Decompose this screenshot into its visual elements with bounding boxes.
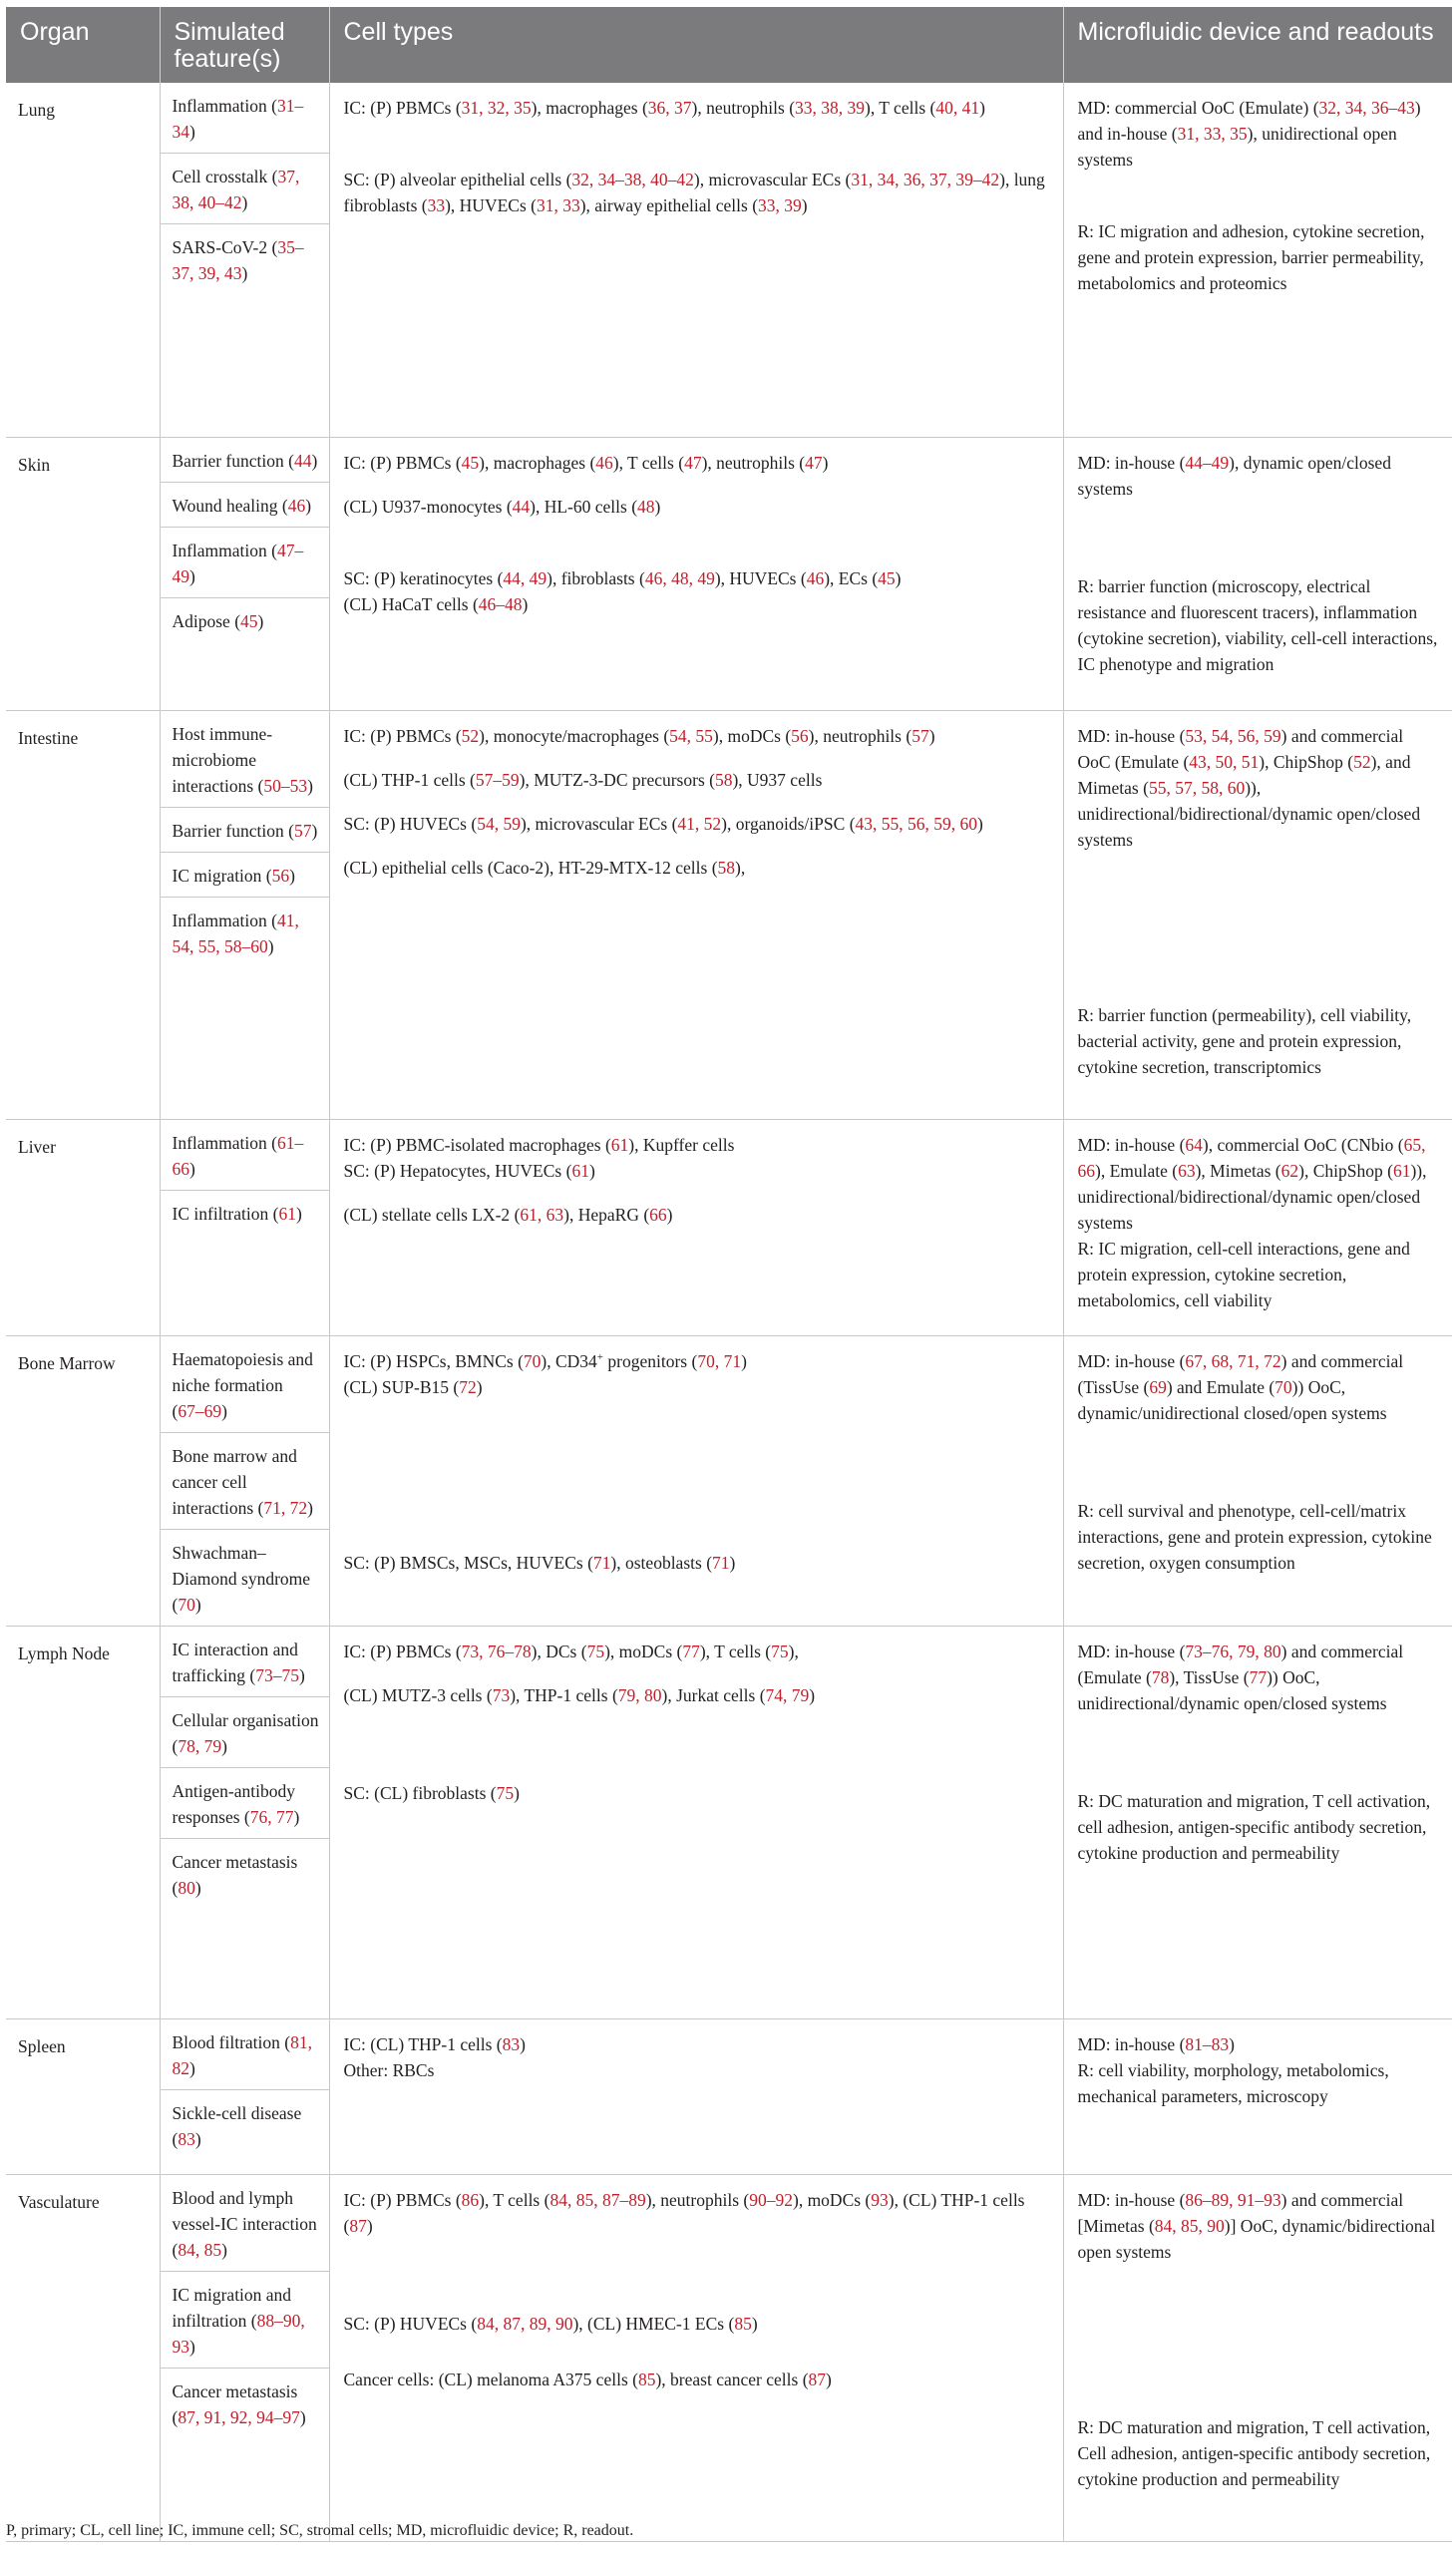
microfluidic-device-line: MD: commercial OoC (Emulate) (32, 34, 36–43) and in-house (31, 33, 35), unidirectional open systems bbox=[1077, 98, 1421, 170]
citation-reference[interactable]: 31, 33 bbox=[536, 195, 580, 215]
citation-reference[interactable]: 54, 55 bbox=[669, 725, 713, 746]
cell-type-line: IC: (P) PBMCs (31, 32, 35), macrophages (36, 37), neutrophils (33, 38, 39), T cells (40, 41) bbox=[343, 98, 985, 118]
citation-reference[interactable]: 85 bbox=[637, 2369, 656, 2389]
citation-reference[interactable]: 79, 80 bbox=[617, 1684, 662, 1705]
citation-reference[interactable]: 90–92 bbox=[749, 2189, 793, 2210]
cell-types-cell bbox=[329, 1119, 1063, 1335]
citation-reference[interactable]: 57 bbox=[911, 725, 929, 746]
feature-item: Antigen-antibody responses (76, 77) bbox=[161, 1768, 329, 1839]
feature-item: Cellular organisation (78, 79) bbox=[161, 1697, 329, 1768]
citation-reference[interactable]: 55, 57, 58, 60 bbox=[1148, 777, 1246, 798]
citation-reference[interactable]: 70 bbox=[178, 1594, 195, 1615]
cell-types-cell bbox=[329, 437, 1063, 710]
citation-reference[interactable]: 56 bbox=[271, 865, 290, 886]
device-readouts-cell bbox=[1063, 2174, 1452, 2541]
cell-type-line: Cancer cells: (CL) melanoma A375 cells (85), breast cancer cells (87) bbox=[343, 2369, 832, 2389]
citation-reference[interactable]: 61 bbox=[278, 1203, 296, 1224]
citation-reference[interactable]: 77 bbox=[1249, 1666, 1268, 1687]
readout-line: R: barrier function (permeability), cell viability, bacterial activity, gene and protein expression, cytokine secretion, transcriptomics bbox=[1077, 1004, 1412, 1077]
citation-reference[interactable]: 40, 41 bbox=[935, 98, 980, 118]
cell-type-line: SC: (CL) fibroblasts (75) bbox=[343, 1782, 520, 1803]
device-readouts-cell bbox=[1063, 437, 1452, 710]
feature-item: IC migration and infiltration (88–90, 93) bbox=[161, 2272, 329, 2369]
table-header bbox=[6, 7, 1452, 83]
feature-item: Host immune-microbiome interactions (50–53) bbox=[161, 711, 329, 808]
readout-line: R: IC migration, cell-cell interactions, gene and protein expression, cytokine secretion, metabolomics, cell viability bbox=[1077, 1238, 1410, 1310]
device-readouts-cell bbox=[1063, 1626, 1452, 2018]
table-body bbox=[6, 83, 1452, 2541]
cell-types-cell bbox=[329, 1626, 1063, 2018]
organ-cell: Vasculature bbox=[6, 2174, 160, 2541]
cell-type-line: (CL) SUP-B15 (72) bbox=[343, 1376, 483, 1397]
citation-reference[interactable]: 78, 79 bbox=[178, 1735, 222, 1756]
feature-item: IC interaction and trafficking (73–75) bbox=[161, 1627, 329, 1697]
table-row-bone-marrow bbox=[6, 1335, 1452, 1626]
organ-cell: Lymph Node bbox=[6, 1626, 160, 2018]
feature-item: Wound healing (46) bbox=[161, 483, 329, 528]
table-row-lymph-node bbox=[6, 1626, 1452, 2018]
cell-type-line: (CL) HaCaT cells (46–48) bbox=[343, 593, 529, 614]
header-microfluidic-device: Microfluidic device and readouts bbox=[1063, 7, 1452, 83]
device-readouts-cell bbox=[1063, 1335, 1452, 1626]
feature-item: IC migration (56) bbox=[161, 853, 329, 898]
citation-reference[interactable]: 76, 77 bbox=[249, 1806, 294, 1827]
citation-reference[interactable]: 43, 50, 51 bbox=[1189, 751, 1260, 772]
feature-item: Barrier function (44) bbox=[161, 438, 329, 483]
cell-type-line: (CL) U937-monocytes (44), HL-60 cells (48) bbox=[343, 496, 661, 517]
header-simulated-features: Simulated feature(s) bbox=[160, 7, 329, 83]
citation-reference[interactable]: 83 bbox=[502, 2033, 521, 2054]
citation-reference[interactable]: 57–59 bbox=[475, 769, 520, 790]
microfluidic-device-line: MD: in-house (81–83) bbox=[1077, 2033, 1235, 2054]
citation-reference[interactable]: 73–76, 79, 80 bbox=[1185, 1641, 1281, 1661]
feature-item: Sickle-cell disease (83) bbox=[172, 2102, 302, 2149]
citation-reference[interactable]: 47 bbox=[805, 452, 823, 473]
feature-item: Cell crosstalk (37, 38, 40–42) bbox=[161, 154, 329, 224]
table-row-vasculature bbox=[6, 2174, 1452, 2541]
citation-reference[interactable]: 33 bbox=[427, 195, 446, 215]
feature-item: Inflammation (61–66) bbox=[161, 1120, 329, 1191]
citation-reference[interactable]: 32, 34, 36–43 bbox=[1318, 98, 1415, 118]
readout-line: R: cell survival and phenotype, cell-cell/matrix interactions, gene and protein expression, cytokine secretion, oxygen consumption bbox=[1077, 1500, 1432, 1573]
citation-reference[interactable]: 58 bbox=[714, 769, 733, 790]
cell-type-line: SC: (P) alveolar epithelial cells (32, 34–38, 40–42), microvascular ECs (31, 34, 36, 37, 39–42), lung fibroblasts (33), HUVECs (31, 33), airway epithelial cells (33, 39) bbox=[343, 170, 1045, 215]
citation-reference[interactable]: 58 bbox=[717, 857, 736, 878]
cell-type-line: SC: (P) HUVECs (84, 87, 89, 90), (CL) HMEC-1 ECs (85) bbox=[343, 2313, 758, 2334]
cell-type-line: SC: (P) HUVECs (54, 59), microvascular ECs (41, 52), organoids/iPSC (43, 55, 56, 59, 60) bbox=[343, 813, 983, 834]
citation-reference[interactable]: 46 bbox=[287, 495, 306, 516]
citation-reference[interactable]: 73–75 bbox=[255, 1664, 299, 1685]
citation-reference[interactable]: 31–34 bbox=[172, 96, 304, 142]
device-readouts-cell bbox=[1063, 83, 1452, 437]
citation-reference[interactable]: 41, 52 bbox=[677, 813, 722, 834]
citation-reference[interactable]: 53, 54, 56, 59 bbox=[1185, 725, 1281, 746]
citation-reference[interactable]: 80 bbox=[178, 1877, 195, 1898]
simulated-features-cell bbox=[160, 83, 329, 437]
citation-reference[interactable]: 46, 48, 49 bbox=[644, 567, 715, 588]
citation-reference[interactable]: 69 bbox=[1149, 1376, 1167, 1397]
citation-reference[interactable]: 73, 76–78 bbox=[461, 1641, 532, 1661]
citation-reference[interactable]: 87 bbox=[808, 2369, 827, 2389]
cell-types-cell bbox=[329, 2018, 1063, 2174]
cell-types-cell bbox=[329, 2174, 1063, 2541]
microfluidic-device-line: MD: in-house (86–89, 91–93) and commercial [Mimetas (84, 85, 90)] OoC, dynamic/bidirectional open systems bbox=[1077, 2189, 1436, 2262]
microfluidic-device-line: MD: in-house (44–49), dynamic open/closed systems bbox=[1077, 452, 1391, 499]
citation-reference[interactable]: 47 bbox=[684, 452, 702, 473]
citation-reference[interactable]: 72 bbox=[459, 1376, 477, 1397]
citation-reference[interactable]: 45 bbox=[461, 452, 480, 473]
cell-type-line: IC: (P) PBMCs (45), macrophages (46), T cells (47), neutrophils (47) bbox=[343, 452, 829, 473]
feature-item: Shwachman–Diamond syndrome (70) bbox=[172, 1542, 311, 1615]
simulated-features-cell bbox=[160, 1119, 329, 1335]
cell-type-line: (CL) MUTZ-3 cells (73), THP-1 cells (79, 80), Jurkat cells (74, 79) bbox=[343, 1684, 816, 1705]
citation-reference[interactable]: 83 bbox=[178, 2128, 195, 2149]
cell-type-line: IC: (P) PBMCs (86), T cells (84, 85, 87–89), neutrophils (90–92), moDCs (93), (CL) THP-1 cells (87) bbox=[343, 2189, 1025, 2236]
citation-reference[interactable]: 93 bbox=[871, 2189, 889, 2210]
organ-cell: Intestine bbox=[6, 710, 160, 1119]
cell-type-line: IC: (P) HSPCs, BMNCs (70), CD34+ progenitors (70, 71) bbox=[343, 1350, 747, 1371]
citation-reference[interactable]: 33, 38, 39 bbox=[795, 98, 866, 118]
simulated-features-cell bbox=[160, 1626, 329, 2018]
citation-reference[interactable]: 84, 85, 90 bbox=[1154, 2215, 1225, 2236]
citation-reference[interactable]: 75 bbox=[771, 1641, 789, 1661]
cell-type-line: (CL) stellate cells LX-2 (61, 63), HepaRG (66) bbox=[343, 1204, 673, 1225]
citation-reference[interactable]: 77 bbox=[682, 1641, 700, 1661]
citation-reference[interactable]: 31, 34, 36, 37, 39–42 bbox=[851, 170, 1000, 189]
citation-reference[interactable]: 67, 68, 71, 72 bbox=[1185, 1350, 1281, 1371]
cell-type-line: Other: RBCs bbox=[343, 2059, 435, 2080]
organ-cell: Lung bbox=[6, 83, 160, 437]
citation-reference[interactable]: 75 bbox=[586, 1641, 605, 1661]
citation-reference[interactable]: 50–53 bbox=[263, 775, 308, 796]
cell-type-line: IC: (P) PBMCs (52), monocyte/macrophages (54, 55), moDCs (56), neutrophils (57) bbox=[343, 725, 935, 746]
table-footnote: P, primary; CL, cell line; IC, immune cell; SC, stromal cells; MD, microfluidic device; R, readout. bbox=[6, 2522, 634, 2539]
feature-item: Inflammation (31–34) bbox=[161, 83, 329, 154]
citation-reference[interactable]: 35–37, 39, 43 bbox=[172, 237, 304, 283]
feature-item: Adipose (45) bbox=[172, 610, 264, 631]
citation-reference[interactable]: 48 bbox=[637, 496, 655, 517]
feature-item: Barrier function (57) bbox=[161, 808, 329, 853]
citation-reference[interactable]: 46 bbox=[806, 567, 825, 588]
feature-item: Bone marrow and cancer cell interactions (71, 72) bbox=[161, 1433, 329, 1530]
organ-cell: Spleen bbox=[6, 2018, 160, 2174]
citation-reference[interactable]: 70, 71 bbox=[697, 1350, 742, 1371]
citation-reference[interactable]: 52 bbox=[1353, 751, 1371, 772]
citation-reference[interactable]: 45 bbox=[240, 610, 258, 631]
feature-item: Cancer metastasis (87, 91, 92, 94–97) bbox=[172, 2380, 306, 2427]
table-row-skin bbox=[6, 437, 1452, 710]
device-readouts-cell bbox=[1063, 1119, 1452, 1335]
citation-reference[interactable]: 74, 79 bbox=[765, 1684, 810, 1705]
citation-reference[interactable]: 45 bbox=[878, 567, 896, 588]
citation-reference[interactable]: 86–89, 91–93 bbox=[1185, 2189, 1281, 2210]
feature-item: Blood filtration (81, 82) bbox=[161, 2019, 329, 2090]
citation-reference[interactable]: 84, 85, 87–89 bbox=[549, 2189, 646, 2210]
simulated-features-cell bbox=[160, 437, 329, 710]
microfluidic-device-line: MD: in-house (73–76, 79, 80) and commercial (Emulate (78), TissUse (77)) OoC, unidirectional/dynamic open/closed systems bbox=[1077, 1641, 1404, 1713]
citation-reference[interactable]: 31, 33, 35 bbox=[1177, 124, 1248, 144]
readout-line: R: DC maturation and migration, T cell activation, cell adhesion, antigen-specific antibody secretion, cytokine production and permeability bbox=[1077, 1790, 1431, 1863]
citation-reference[interactable]: 41, 54, 55, 58–60 bbox=[172, 910, 299, 956]
cell-types-cell bbox=[329, 1335, 1063, 1626]
cell-type-line: SC: (P) keratinocytes (44, 49), fibroblasts (46, 48, 49), HUVECs (46), ECs (45) bbox=[343, 567, 902, 588]
microfluidic-device-line: MD: in-house (53, 54, 56, 59) and commercial OoC (Emulate (43, 50, 51), ChipShop (52), and Mimetas (55, 57, 58, 60)), unidirectional/bidirectional/dynamic open/closed systems bbox=[1077, 725, 1421, 850]
header-organ: Organ bbox=[6, 7, 160, 83]
cell-types-cell bbox=[329, 83, 1063, 437]
table-row-spleen bbox=[6, 2018, 1452, 2174]
microfluidic-device-line: MD: in-house (67, 68, 71, 72) and commercial (TissUse (69) and Emulate (70)) OoC, dynamic/unidirectional closed/open systems bbox=[1077, 1350, 1404, 1423]
readout-line: R: barrier function (microscopy, electrical resistance and fluorescent tracers), inflammation (cytokine secretion), viability, cell-cell interactions, IC phenotype and migration bbox=[1077, 575, 1438, 674]
cell-type-line: IC: (CL) THP-1 cells (83) bbox=[343, 2033, 526, 2054]
citation-reference[interactable]: 32, 34–38, 40–42 bbox=[571, 170, 694, 189]
citation-reference[interactable]: 54, 59 bbox=[477, 813, 521, 834]
cell-type-line: SC: (P) BMSCs, MSCs, HUVECs (71), osteoblasts (71) bbox=[343, 1552, 736, 1573]
simulated-features-cell bbox=[160, 2174, 329, 2541]
citation-reference[interactable]: 57 bbox=[293, 820, 312, 841]
citation-reference[interactable]: 81, 82 bbox=[172, 2031, 312, 2078]
citation-reference[interactable]: 62 bbox=[1280, 1160, 1299, 1181]
citation-reference[interactable]: 61–66 bbox=[172, 1132, 304, 1179]
citation-reference[interactable]: 81–83 bbox=[1185, 2033, 1230, 2054]
citation-reference[interactable]: 36, 37 bbox=[647, 98, 692, 118]
citation-reference[interactable]: 46–48 bbox=[478, 593, 523, 614]
citation-reference[interactable]: 61 bbox=[1392, 1160, 1411, 1181]
citation-reference[interactable]: 61 bbox=[571, 1160, 589, 1181]
feature-item: Inflammation (47–49) bbox=[161, 528, 329, 598]
citation-reference[interactable]: 85 bbox=[734, 2313, 752, 2334]
organ-cell: Liver bbox=[6, 1119, 160, 1335]
citation-reference[interactable]: 71 bbox=[712, 1552, 730, 1573]
citation-reference[interactable]: 31, 32, 35 bbox=[461, 98, 532, 118]
feature-item: Haematopoiesis and niche formation (67–69) bbox=[161, 1336, 329, 1433]
readout-line: R: cell viability, morphology, metabolomics, mechanical parameters, microscopy bbox=[1077, 2059, 1389, 2106]
citation-reference[interactable]: 44–49 bbox=[1185, 452, 1230, 473]
citation-reference[interactable]: 75 bbox=[496, 1782, 515, 1803]
citation-reference[interactable]: 84, 87, 89, 90 bbox=[477, 2313, 573, 2334]
device-readouts-cell bbox=[1063, 2018, 1452, 2174]
cell-type-line: IC: (P) PBMC-isolated macrophages (61), Kupffer cells bbox=[343, 1134, 735, 1155]
citation-reference[interactable]: 87 bbox=[349, 2215, 367, 2236]
microfluidic-device-line: MD: in-house (64), commercial OoC (CNbio (65, 66), Emulate (63), Mimetas (62), ChipShop (61)), unidirectional/bidirectional/dynamic open/closed systems bbox=[1077, 1134, 1427, 1233]
citation-reference[interactable]: 33, 39 bbox=[758, 195, 802, 215]
citation-reference[interactable]: 43, 55, 56, 59, 60 bbox=[855, 813, 978, 834]
citation-reference[interactable]: 37, 38, 40–42 bbox=[172, 167, 300, 212]
citation-reference[interactable]: 61, 63 bbox=[520, 1204, 564, 1225]
readout-line: R: DC maturation and migration, T cell activation, Cell adhesion, antigen-specific antibody secretion, cytokine production and permeability bbox=[1077, 2416, 1431, 2489]
readout-line: R: IC migration and adhesion, cytokine secretion, gene and protein expression, barrier permeability, metabolomics and proteomics bbox=[1077, 221, 1425, 293]
feature-item: Cancer metastasis (80) bbox=[172, 1851, 298, 1898]
citation-reference[interactable]: 66 bbox=[649, 1204, 667, 1225]
citation-reference[interactable]: 44, 49 bbox=[503, 567, 547, 588]
feature-item: Inflammation (41, 54, 55, 58–60) bbox=[172, 910, 299, 956]
citation-reference[interactable]: 65, 66 bbox=[1077, 1134, 1426, 1181]
device-readouts-cell bbox=[1063, 710, 1452, 1119]
citation-reference[interactable]: 67–69 bbox=[178, 1400, 222, 1421]
simulated-features-cell bbox=[160, 2018, 329, 2174]
simulated-features-cell bbox=[160, 710, 329, 1119]
citation-reference[interactable]: 70 bbox=[523, 1350, 542, 1371]
table-row-intestine bbox=[6, 710, 1452, 1119]
citation-reference[interactable]: 87, 91, 92, 94–97 bbox=[178, 2406, 300, 2427]
cell-type-line: SC: (P) Hepatocytes, HUVECs (61) bbox=[343, 1160, 595, 1181]
organ-cell: Skin bbox=[6, 437, 160, 710]
citation-reference[interactable]: 52 bbox=[461, 725, 480, 746]
citation-reference[interactable]: 61 bbox=[610, 1134, 629, 1155]
cell-types-cell bbox=[329, 710, 1063, 1119]
citation-reference[interactable]: 71, 72 bbox=[263, 1497, 308, 1518]
citation-reference[interactable]: 56 bbox=[791, 725, 809, 746]
header-cell-types: Cell types bbox=[329, 7, 1063, 83]
organ-on-chip-table bbox=[6, 7, 1452, 2542]
simulated-features-cell bbox=[160, 1335, 329, 1626]
citation-reference[interactable]: 46 bbox=[595, 452, 613, 473]
feature-item: Blood and lymph vessel-IC interaction (84, 85) bbox=[161, 2175, 329, 2272]
citation-reference[interactable]: 44 bbox=[512, 496, 531, 517]
citation-reference[interactable]: 88–90, 93 bbox=[172, 2310, 305, 2357]
citation-reference[interactable]: 64 bbox=[1185, 1134, 1203, 1155]
table-row-lung bbox=[6, 83, 1452, 437]
cell-type-line: IC: (P) PBMCs (73, 76–78), DCs (75), moDCs (77), T cells (75), bbox=[343, 1641, 799, 1661]
table-row-liver bbox=[6, 1119, 1452, 1335]
citation-reference[interactable]: 84, 85 bbox=[178, 2239, 222, 2260]
feature-item: SARS-CoV-2 (35–37, 39, 43) bbox=[172, 237, 304, 283]
citation-reference[interactable]: 78 bbox=[1151, 1666, 1170, 1687]
citation-reference[interactable]: 86 bbox=[461, 2189, 480, 2210]
citation-reference[interactable]: 63 bbox=[1178, 1160, 1196, 1181]
citation-reference[interactable]: 70 bbox=[1274, 1376, 1292, 1397]
cell-type-line: (CL) epithelial cells (Caco-2), HT-29-MTX-12 cells (58), bbox=[343, 857, 746, 878]
citation-reference[interactable]: 73 bbox=[492, 1684, 511, 1705]
feature-item: IC infiltration (61) bbox=[172, 1203, 302, 1224]
citation-reference[interactable]: 47–49 bbox=[172, 540, 304, 586]
organ-cell: Bone Marrow bbox=[6, 1335, 160, 1626]
citation-reference[interactable]: 44 bbox=[293, 450, 312, 471]
citation-reference[interactable]: 71 bbox=[592, 1552, 611, 1573]
cell-type-line: (CL) THP-1 cells (57–59), MUTZ-3-DC precursors (58), U937 cells bbox=[343, 769, 823, 790]
